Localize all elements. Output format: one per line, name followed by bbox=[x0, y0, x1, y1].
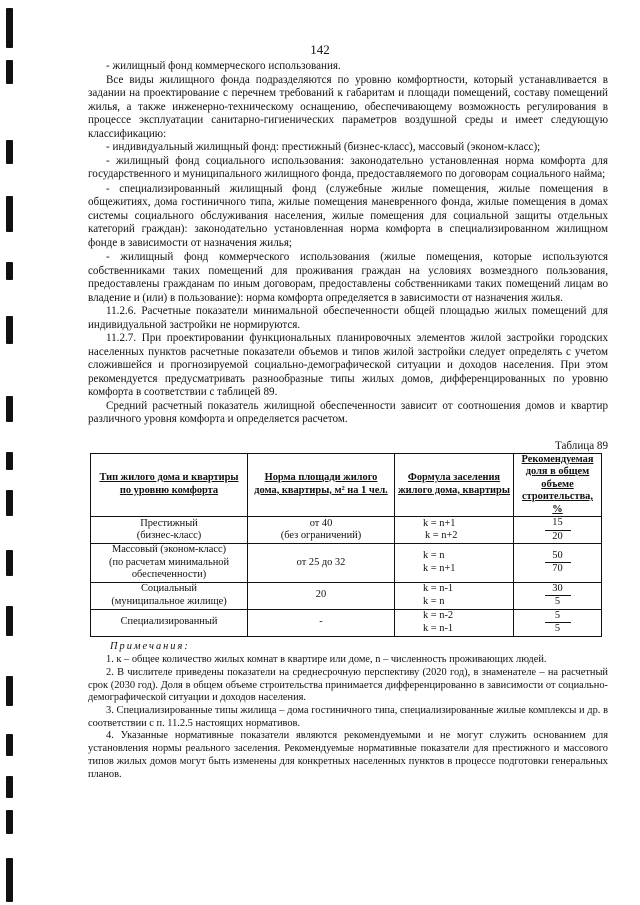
cell-area: от 40 (без ограничений) bbox=[248, 517, 395, 544]
cell-type: Специализированный bbox=[91, 609, 248, 636]
cell-type: Социальный (муниципальное жилище) bbox=[91, 582, 248, 609]
paragraph-11-2-7: 11.2.7. При проектировании функциональных планировочных элементов жилой застройки городских населенных пунктов расчетные показатели объемов и типов жилой застройки следует определять с учетом сложившейся и прогнозируемой социально-демографической ситуации и доходов населения. При этом рекомендуется предусматривать разнообразные типы жилых домов, дифференцированных по уровню комфорта в соответствии с таблицей 89. bbox=[88, 332, 608, 398]
cell-type: Престижный (бизнес-класс) bbox=[91, 517, 248, 544]
cell-area: - bbox=[248, 609, 395, 636]
cell-share: $\frac{15}{20}$ bbox=[514, 517, 602, 544]
cell-formula: k = n-1 k = n bbox=[395, 582, 514, 609]
table-row bbox=[91, 582, 602, 609]
header-formula: Формула заселения жилого дома, квартиры bbox=[395, 453, 514, 517]
paragraph-social-fund: - жилищный фонд социального использования: законодательно установленная норма комфорта для государственного и муниципального жилищного фонда, предоставляемого по договорам социального найма; bbox=[88, 154, 608, 180]
table-caption: Таблица 89 bbox=[555, 439, 608, 452]
header-type: Тип жилого дома и квартиры по уровню комфорта bbox=[91, 453, 248, 517]
table-row bbox=[91, 517, 602, 544]
page-number: 142 bbox=[310, 42, 330, 57]
notes-title: Примечания: bbox=[110, 640, 190, 652]
paragraph-specialized-fund: - специализированный жилищный фонд (служебные жилые помещения, жилые помещения в общежитиях, дома гостиничного типа, жилые помещения маневренного фонда, жилые помещения в домах системы социального обслуживания населения, жилые помещения для социальной защиты отдельных категорий граждан): законодательно установленная норма комфорта в специализированном жилищном фонде в зависимости от назначения жилья; bbox=[88, 182, 608, 249]
cell-area: от 25 до 32 bbox=[248, 544, 395, 583]
table-row bbox=[91, 544, 602, 583]
cell-formula: k = n+1 k = n+2 bbox=[395, 517, 514, 544]
cell-formula: k = n k = n+1 bbox=[395, 544, 514, 583]
note-item: 1. к – общее количество жилых комнат в квартире или доме, n – численность проживающих людей. bbox=[106, 654, 547, 666]
note-item: 3. Специализированные типы жилища – дома гостиничного типа, специализированные жилые комплексы и др. в соответствии с п. 11.2.5 настоящих нормативов. bbox=[88, 705, 608, 729]
cell-share: $\frac{50}{70}$ bbox=[514, 544, 602, 583]
cell-formula: k = n-2 k = n-1 bbox=[395, 609, 514, 636]
cell-share: $\frac{5}{5}$ bbox=[514, 609, 602, 636]
cell-share: $\frac{30}{5}$ bbox=[514, 582, 602, 609]
header-share: Рекомендуемая доля в общем объеме строительства, % bbox=[514, 453, 602, 517]
document-body bbox=[88, 60, 608, 781]
cell-type: Массовый (эконом-класс) (по расчетам минимальной обеспеченности) bbox=[91, 544, 248, 583]
note-item: 2. В числителе приведены показатели на среднесрочную перспективу (2020 год), в знаменателе – на расчетный срок (2030 год). Доля в общем объеме строительства принимается дифференцированно в зависимости от социально-демографической ситуации и доходов населения. bbox=[88, 666, 608, 704]
paragraph-11-2-6: 11.2.6. Расчетные показатели минимальной обеспеченности общей площадью жилых помещений для индивидуальной застройки не нормируются. bbox=[88, 305, 608, 331]
cell-area: 20 bbox=[248, 582, 395, 609]
housing-comfort-table bbox=[90, 453, 602, 637]
paragraph-commercial-use-fund: - жилищный фонд коммерческого использования (жилые помещения, которые используются собственниками таких помещений для проживания граждан на условиях возмездного пользования, предоставлены гражданам по иным договорам, предоставлены собственниками таких помещений лицам во владение и (или) в пользование): норма комфорта определяется в зависимости от назначения жилья. bbox=[88, 251, 608, 304]
header-area: Норма площади жилого дома, квартиры, м² на 1 чел. bbox=[248, 453, 395, 517]
table-notes bbox=[88, 641, 608, 782]
table-row bbox=[91, 609, 602, 636]
paragraph-comfort-classification: Все виды жилищного фонда подразделяются по уровню комфортности, который устанавливается в задании на проектирование с перечнем требований к габаритам и площади помещений, составу помещений жилья, а также инженерно-техническому оснащению, обеспечивающему возможность регулирования в процессе эксплуатации санитарно-гигиенических параметров воздушной среды и имеет следующую классификацию: bbox=[88, 73, 608, 140]
paragraph-individual-fund: - индивидуальный жилищный фонд: престижный (бизнес-класс), массовый (эконом-класс); bbox=[106, 141, 541, 153]
paragraph-commercial-fund: - жилищный фонд коммерческого использования. bbox=[106, 60, 341, 72]
scan-binding-marks bbox=[6, 0, 16, 905]
note-item: 4. Указанные нормативные показатели являются рекомендуемыми и не могут служить основанием для установления нормы реального заселения. Рекомендуемые нормативные показатели для престижного и массового типов жилых домов могут быть изменены для конкретных населенных пунктов в процессе подготовки генеральных планов. bbox=[88, 730, 608, 780]
paragraph-average-indicator: Средний расчетный показатель жилищной обеспеченности зависит от соотношения домов и квартир различного уровня комфорта и определяется расчетом. bbox=[88, 399, 608, 425]
